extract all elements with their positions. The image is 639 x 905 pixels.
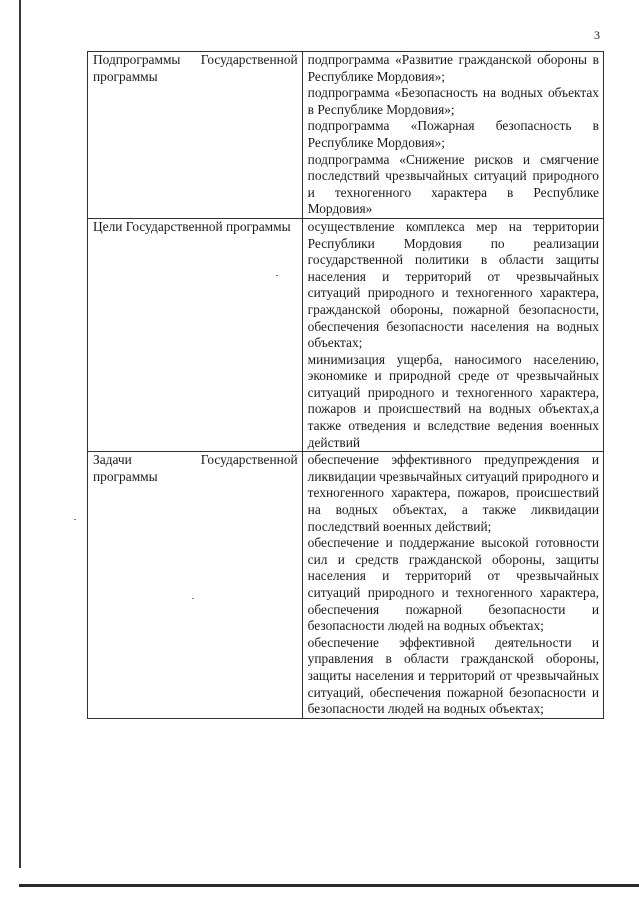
row-value-cell — [302, 218, 603, 451]
page-number: 3 — [594, 28, 600, 42]
scan-bottom-edge — [19, 884, 639, 887]
row-label-cell — [88, 452, 303, 719]
row-label: Задачи Государственной программы — [93, 452, 298, 484]
table-row-subprograms — [88, 52, 604, 219]
paragraph: подпрограмма «Пожарная безопасность в Республике Мордовия»; — [307, 118, 599, 150]
paragraph: обеспечение и поддержание высокой готовности сил и средств гражданской обороны, защиты населения и территорий от чрезвычайных ситуаций природного и техногенного характера, обеспечения пожарной безопасности и безопасности людей на водных объектах; — [307, 535, 599, 634]
table-row-tasks — [88, 452, 604, 719]
paragraph: обеспечение эффективного предупреждения и ликвидации чрезвычайных ситуаций природного и техногенного характера, пожаров, происшествий на водных объектах, а также ликвидации последствий военных действий; — [307, 452, 599, 534]
scan-speck — [74, 519, 76, 520]
row-label-cell — [88, 218, 303, 451]
paragraph: минимизация ущерба, наносимого населению, экономике и природной среде от чрезвычайных ситуаций природного и техногенного характера, пожаров и происшествий на водных объектах,а также отведения и вследствие ведения военных действий — [307, 351, 599, 450]
row-label-cell — [88, 52, 303, 219]
paragraph: подпрограмма «Безопасность на водных объектах в Республике Мордовия»; — [307, 85, 599, 117]
paragraph: обеспечение эффективной деятельности и управления в области гражданской обороны, защиты населения и территорий от чрезвычайных ситуаций, обеспечения пожарной безопасности и безопасности людей на водных объектах; — [307, 634, 599, 717]
scan-left-edge — [19, 0, 21, 868]
paragraph: подпрограмма «Снижение рисков и смягчение последствий чрезвычайных ситуаций природного и техногенного характера в Республике Мордовия» — [307, 151, 599, 217]
row-label: Цели Государственной программы — [93, 218, 291, 234]
paragraph: подпрограмма «Развитие гражданской обороны в Республике Мордовия»; — [307, 52, 599, 84]
row-value-cell — [302, 452, 603, 719]
paragraph: осуществление комплекса мер на территории Республики Мордовия по реализации государственной политики в области защиты населения и территорий от чрезвычайных ситуаций природного и техногенного характера, гражданской обороны, пожарной безопасности, обеспечения безопасности населения на водных объектах; — [307, 218, 599, 351]
row-label: Подпрограммы Государственной программы — [93, 52, 298, 84]
table-row-goals — [88, 218, 604, 451]
program-passport-table — [87, 51, 604, 719]
row-value-cell — [302, 52, 603, 219]
